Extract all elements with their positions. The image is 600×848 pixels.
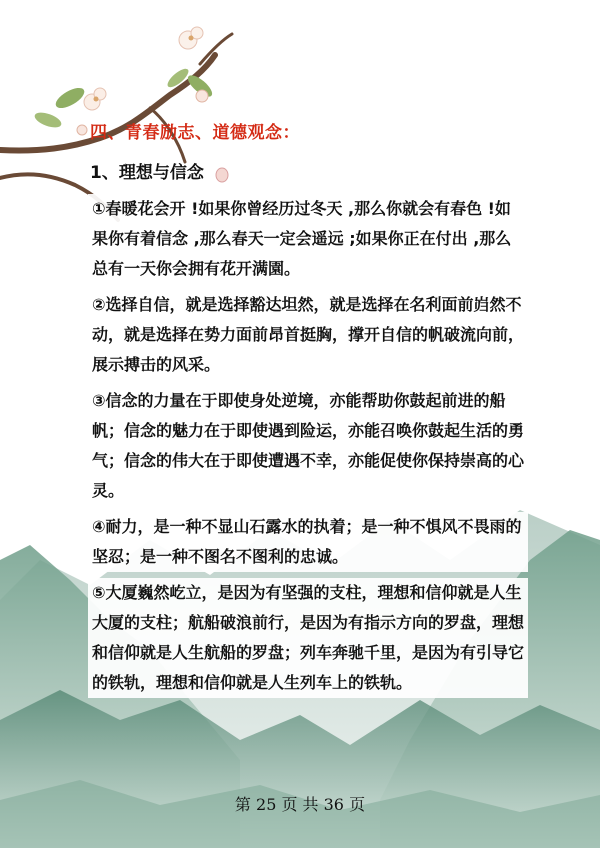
- blossom-3: [196, 90, 208, 102]
- paragraph-2: ②选择自信，就是选择豁达坦然，就是选择在名利面前岿然不动，就是选择在势力面前昂首挺胸，撑开自信的帆破流向前，展示搏击的风采。: [88, 290, 528, 380]
- paragraph-4: ④耐力，是一种不显山石露水的执着；是一种不惧风不畏雨的坚忍；是一种不图名不图利的忠诚。: [88, 512, 528, 572]
- blossom-1: [84, 88, 106, 110]
- sub-heading: 1、理想与信念: [90, 163, 204, 183]
- blossom-2: [179, 27, 203, 49]
- paragraph-5: ⑤大厦巍然屹立，是因为有坚强的支柱，理想和信仰就是人生大厦的支柱；航船破浪前行，是因为有指示方向的罗盘，理想和信仰就是人生航船的罗盘；列车奔驰千里，是因为有引导它的铁轨，理想和信仰就是人生列车上的铁轨。: [88, 578, 528, 698]
- section-heading: 四、青春励志、道德观念：: [90, 123, 300, 143]
- paragraph-1: ①春暖花会开 !如果你曾经历过冬天 ,那么你就会有春色 !如果你有着信念 ,那么春天一定会遥远 ;如果你正在付出 ,那么总有一天你会拥有花开满園。: [88, 194, 528, 284]
- blossom-4: [77, 125, 87, 135]
- paragraph-list: [88, 194, 528, 704]
- page-footer: 第 25 页 共 36 页: [234, 795, 366, 814]
- paragraph-3: ③信念的力量在于即使身处逆境，亦能帮助你鼓起前进的船帆；信念的魅力在于即使遇到险运，亦能召唤你鼓起生活的勇气；信念的伟大在于即使遭遇不幸，亦能促使你保持崇高的心灵。: [88, 386, 528, 506]
